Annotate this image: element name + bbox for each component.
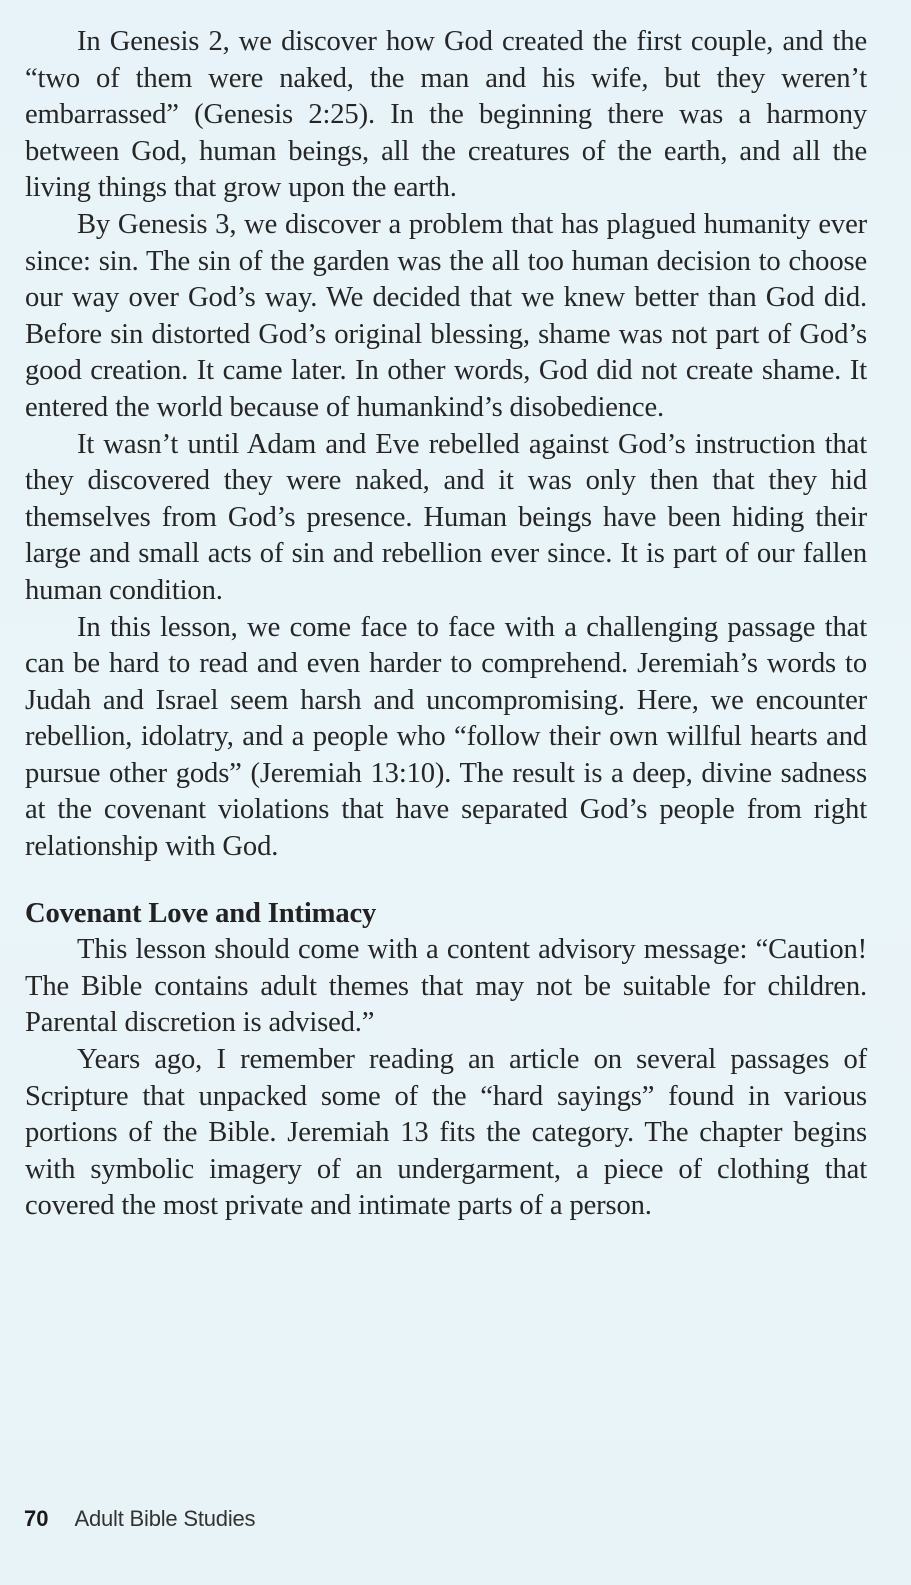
paragraph-adam-and-eve: It wasn’t until Adam and Eve rebelled against God’s instruction that they discovered they were naked, and it was only then that they hid themselves from God’s presence. Human beings have been hiding their large and small acts of sin and rebellion ever since. It is part of our fallen human condition. [25,428,867,606]
paragraph-genesis-2: In Genesis 2, we discover how God created the first couple, and the “two of them were naked, the man and his wife, but they weren’t embarrassed” (Genesis 2:25). In the beginning there was a harmony between God, human beings, all the creatures of the earth, and all the living things that grow upon the earth. [25,26,867,204]
body-text [25,24,867,1225]
page-footer [24,1506,255,1538]
publication-title: Adult Bible Studies [74,1506,256,1531]
paragraph-content-advisory: This lesson should come with a content advisory message: “Caution! The Bible contains adult themes that may not be suitable for children. Parental discretion is advised.” [25,934,867,1039]
paragraph-genesis-3: By Genesis 3, we discover a problem that has plagued humanity ever since: sin. The sin of the garden was the all too human decision to choose our way over God’s way. We decided that we knew better than God did. Before sin distorted God’s original blessing, shame was not part of God’s good creation. It came later. In other words, God did not create shame. It entered the world because of humankind’s disobedience. [25,208,867,423]
paragraph-hard-sayings: Years ago, I remember reading an article on several passages of Scripture that unpacked some of the “hard sayings” found in various portions of the Bible. Jeremiah 13 fits the category. The chapter begins with symbolic imagery of an undergarment, a piece of clothing that covered the most private and intimate parts of a person. [25,1044,867,1222]
section-heading: Covenant Love and Intimacy [25,897,377,929]
page-number: 70 [24,1506,49,1531]
paragraph-this-lesson: In this lesson, we come face to face with a challenging passage that can be hard to read and even harder to comprehend. Jeremiah’s words to Judah and Israel seem harsh and uncompromising. Here, we encounter rebellion, idolatry, and a people who “follow their own willful hearts and pursue other gods” (Jeremiah 13:10). The result is a deep, divine sadness at the covenant violations that have separated God’s people from right relationship with God. [25,611,867,863]
